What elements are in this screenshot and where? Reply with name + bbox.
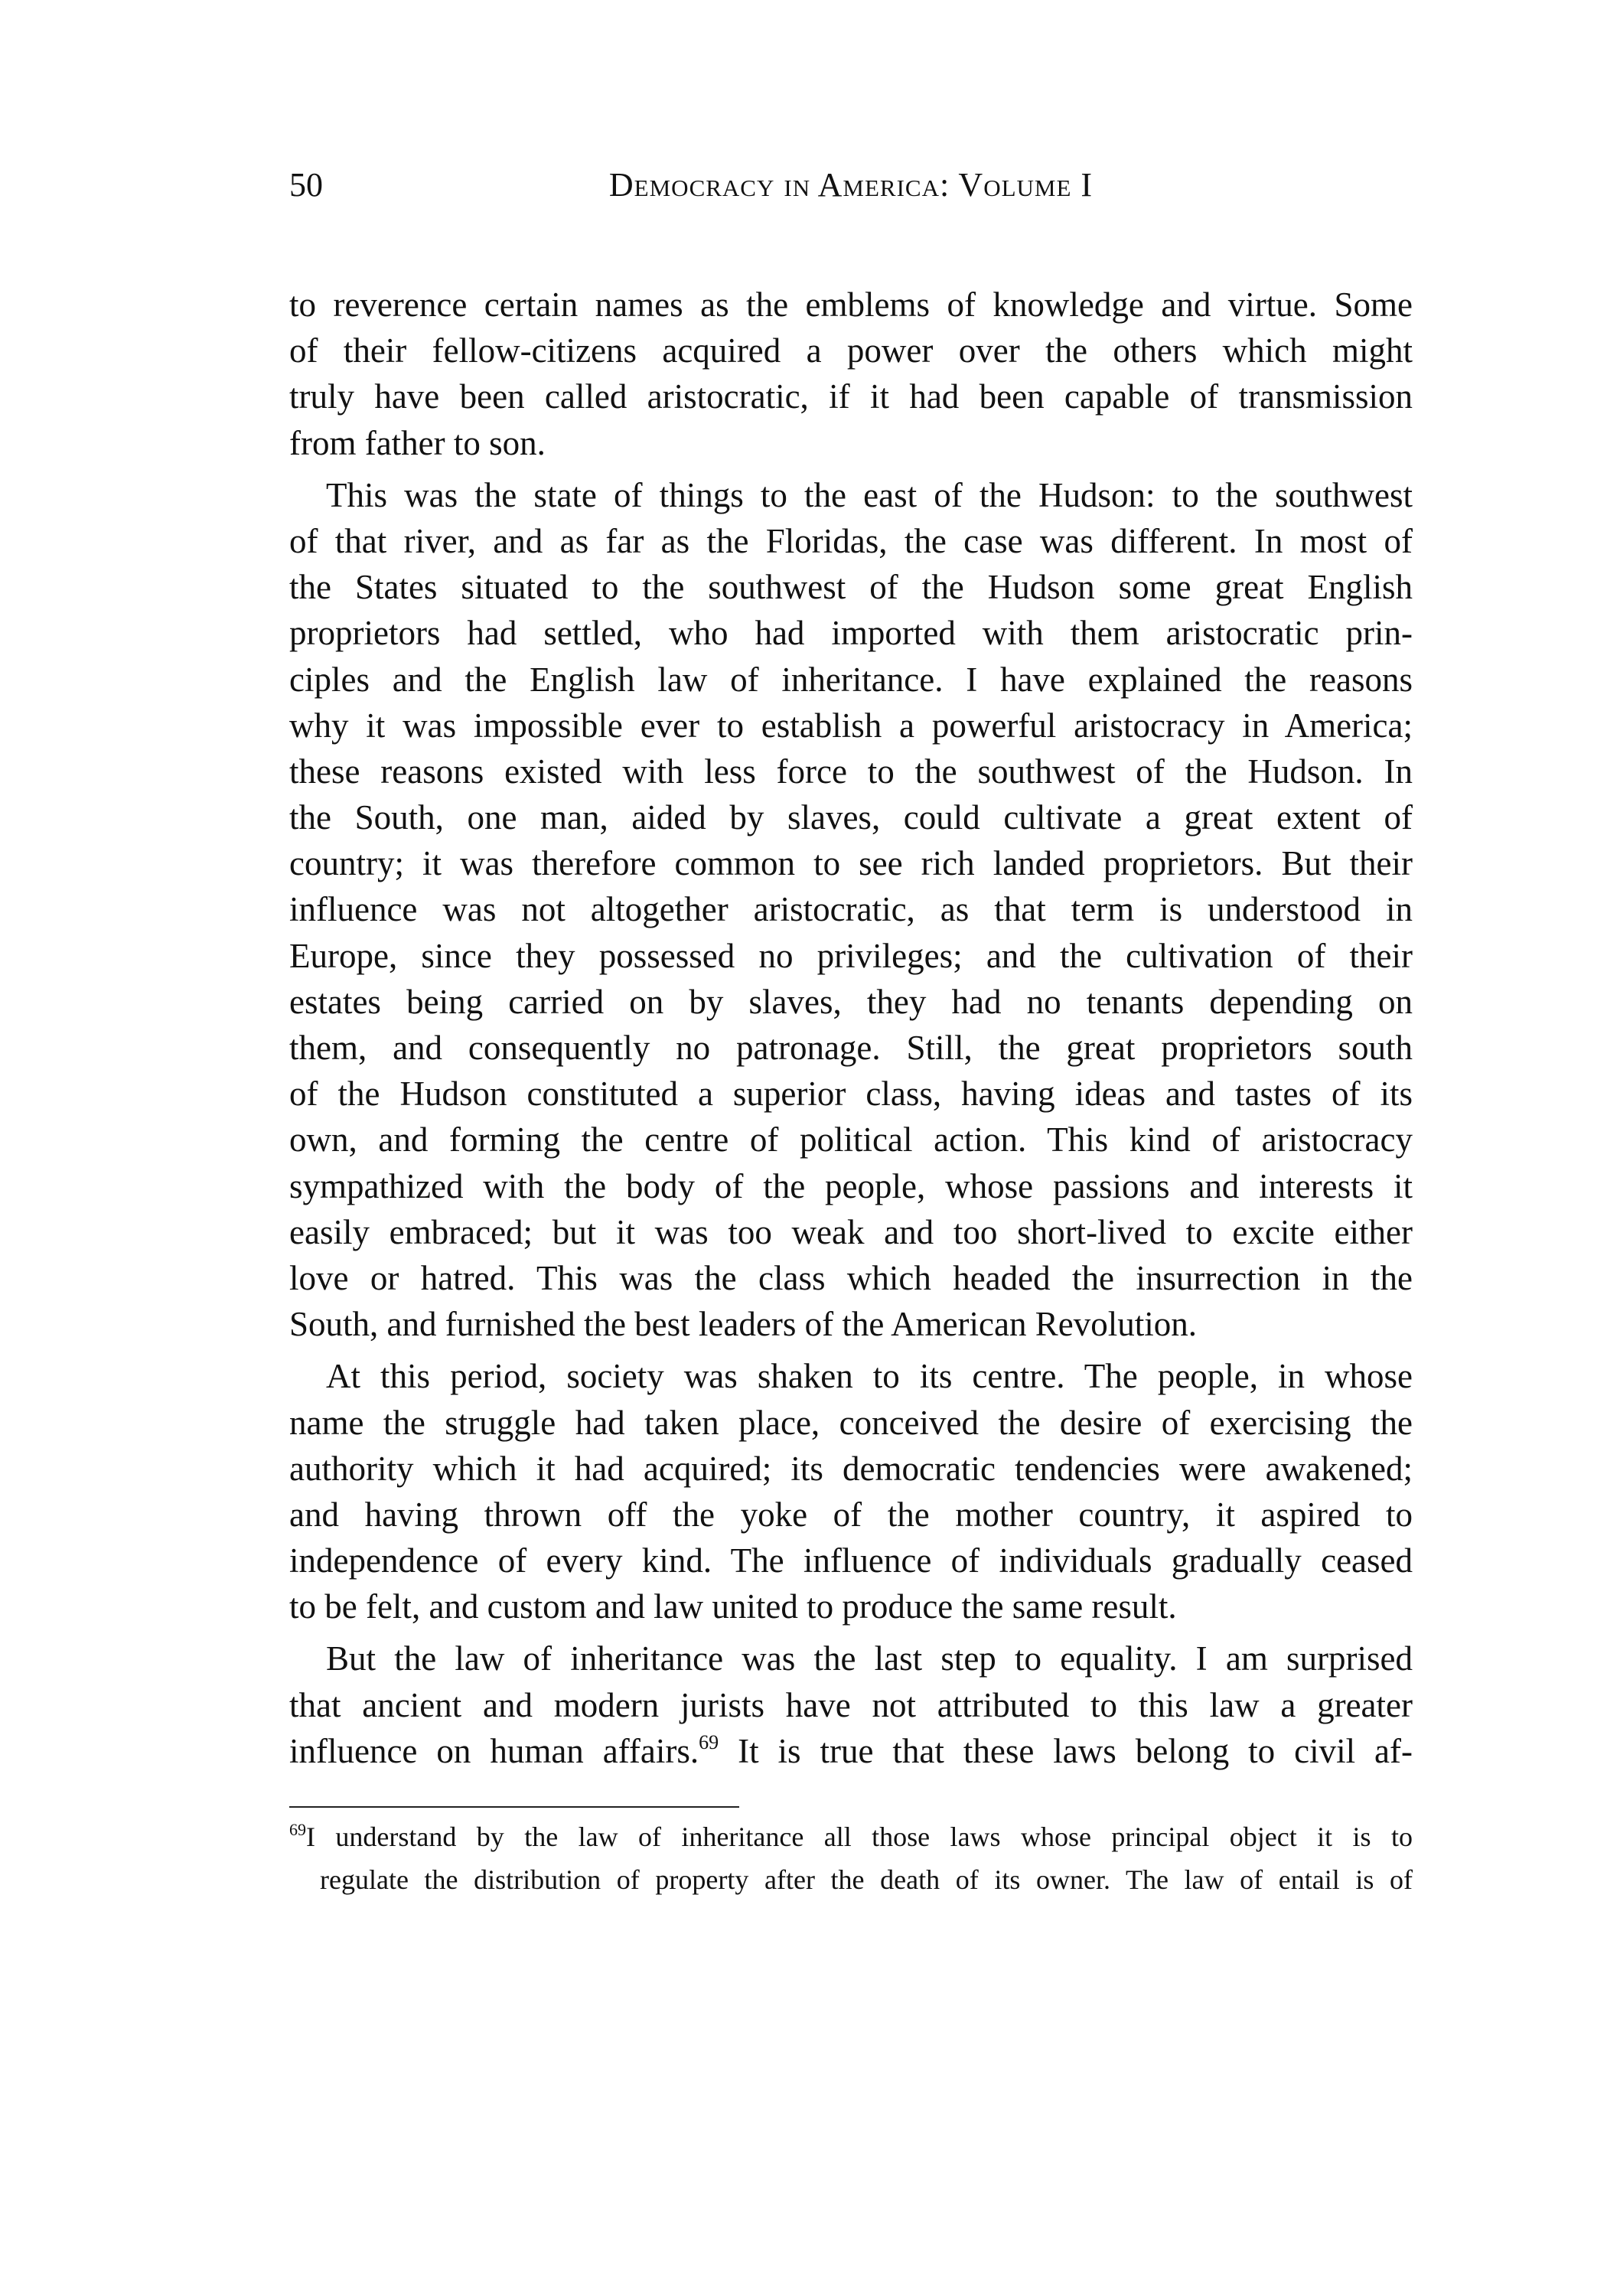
text-line: why it was impossible ever to establish a powerful aristocracy in America;: [289, 706, 1413, 745]
text-line: of their fellow-citizens acquired a power over the others which might: [289, 331, 1413, 370]
text-line: love or hatred. This was the class which headed the insurrection in the: [289, 1258, 1413, 1297]
text-line: sympathized with the body of the people, whose passions and interests it: [289, 1166, 1413, 1205]
footnote-text: I understand by the law of inheritance all those laws whose principal object it is to: [306, 1821, 1413, 1852]
text-line: [289, 1728, 1413, 1774]
text-line: the South, one man, aided by slaves, could cultivate a great extent of: [289, 798, 1413, 837]
text-line: proprietors had settled, who had imported with them aristocratic prin-: [289, 614, 1413, 653]
text-fragment: It is true that these laws belong to civil af-: [719, 1731, 1413, 1770]
text-line: At this period, society was shaken to its centre. The people, in whose: [326, 1357, 1413, 1396]
text-fragment: influence on human affairs.: [289, 1731, 699, 1770]
text-line: influence was not altogether aristocratic, as that term is understood in: [289, 890, 1413, 929]
text-line: ciples and the English law of inheritance. I have explained the reasons: [289, 660, 1413, 699]
text-line: independence of every kind. The influence of individuals gradually ceased: [289, 1541, 1413, 1580]
footnote-line: [289, 1815, 1413, 1858]
text-line: these reasons existed with less force to the southwest of the Hudson. In: [289, 752, 1413, 791]
text-line: and having thrown off the yoke of the mother country, it aspired to: [289, 1495, 1413, 1534]
text-line: name the struggle had taken place, conceived the desire of exercising the: [289, 1403, 1413, 1442]
footnote-reference[interactable]: 69: [699, 1730, 719, 1753]
body-text: [289, 282, 1413, 1774]
text-line: of that river, and as far as the Floridas, the case was different. In most of: [289, 521, 1413, 560]
text-line: authority which it had acquired; its democratic tendencies were awakened;: [289, 1449, 1413, 1488]
text-line: truly have been called aristocratic, if it had been capable of transmission: [289, 377, 1413, 416]
paragraph: [289, 1353, 1413, 1629]
text-line: to reverence certain names as the emblems of knowledge and virtue. Some: [289, 285, 1413, 324]
paragraph: [289, 282, 1413, 466]
page-number: 50: [289, 166, 323, 204]
running-title: Democracy in America: Volume I: [608, 166, 1094, 204]
paragraph: [289, 472, 1413, 1348]
text-line: South, and furnished the best leaders of the American Revolution.: [289, 1305, 1197, 1344]
text-line: them, and consequently no patronage. Still, the great proprietors south: [289, 1029, 1413, 1067]
text-line: to be felt, and custom and law united to produce the same result.: [289, 1587, 1177, 1626]
text-line: Europe, since they possessed no privileges; and the cultivation of their: [289, 936, 1413, 975]
paragraph: [289, 1636, 1413, 1774]
text-line: from father to son.: [289, 423, 546, 462]
text-line: that ancient and modern jurists have not attributed to this law a greater: [289, 1685, 1413, 1724]
text-line: This was the state of things to the east of the Hudson: to the southwest: [326, 475, 1413, 514]
footnote: [289, 1815, 1413, 1901]
footnote-marker: 69: [289, 1820, 306, 1839]
text-line: But the law of inheritance was the last step to equality. I am surprised: [326, 1639, 1413, 1678]
text-line: country; it was therefore common to see rich landed proprietors. But their: [289, 844, 1413, 883]
text-line: own, and forming the centre of political action. This kind of aristocracy: [289, 1120, 1413, 1159]
footnote-rule: [289, 1806, 739, 1808]
text-line: the States situated to the southwest of the Hudson some great English: [289, 568, 1413, 607]
footnote-line: regulate the distribution of property after the death of its owner. The law of entail is of: [320, 1864, 1413, 1895]
running-header: [289, 162, 1413, 208]
text-line: easily embraced; but it was too weak and too short-lived to excite either: [289, 1212, 1413, 1251]
text-line: of the Hudson constituted a superior class, having ideas and tastes of its: [289, 1075, 1413, 1114]
text-line: estates being carried on by slaves, they had no tenants depending on: [289, 982, 1413, 1021]
